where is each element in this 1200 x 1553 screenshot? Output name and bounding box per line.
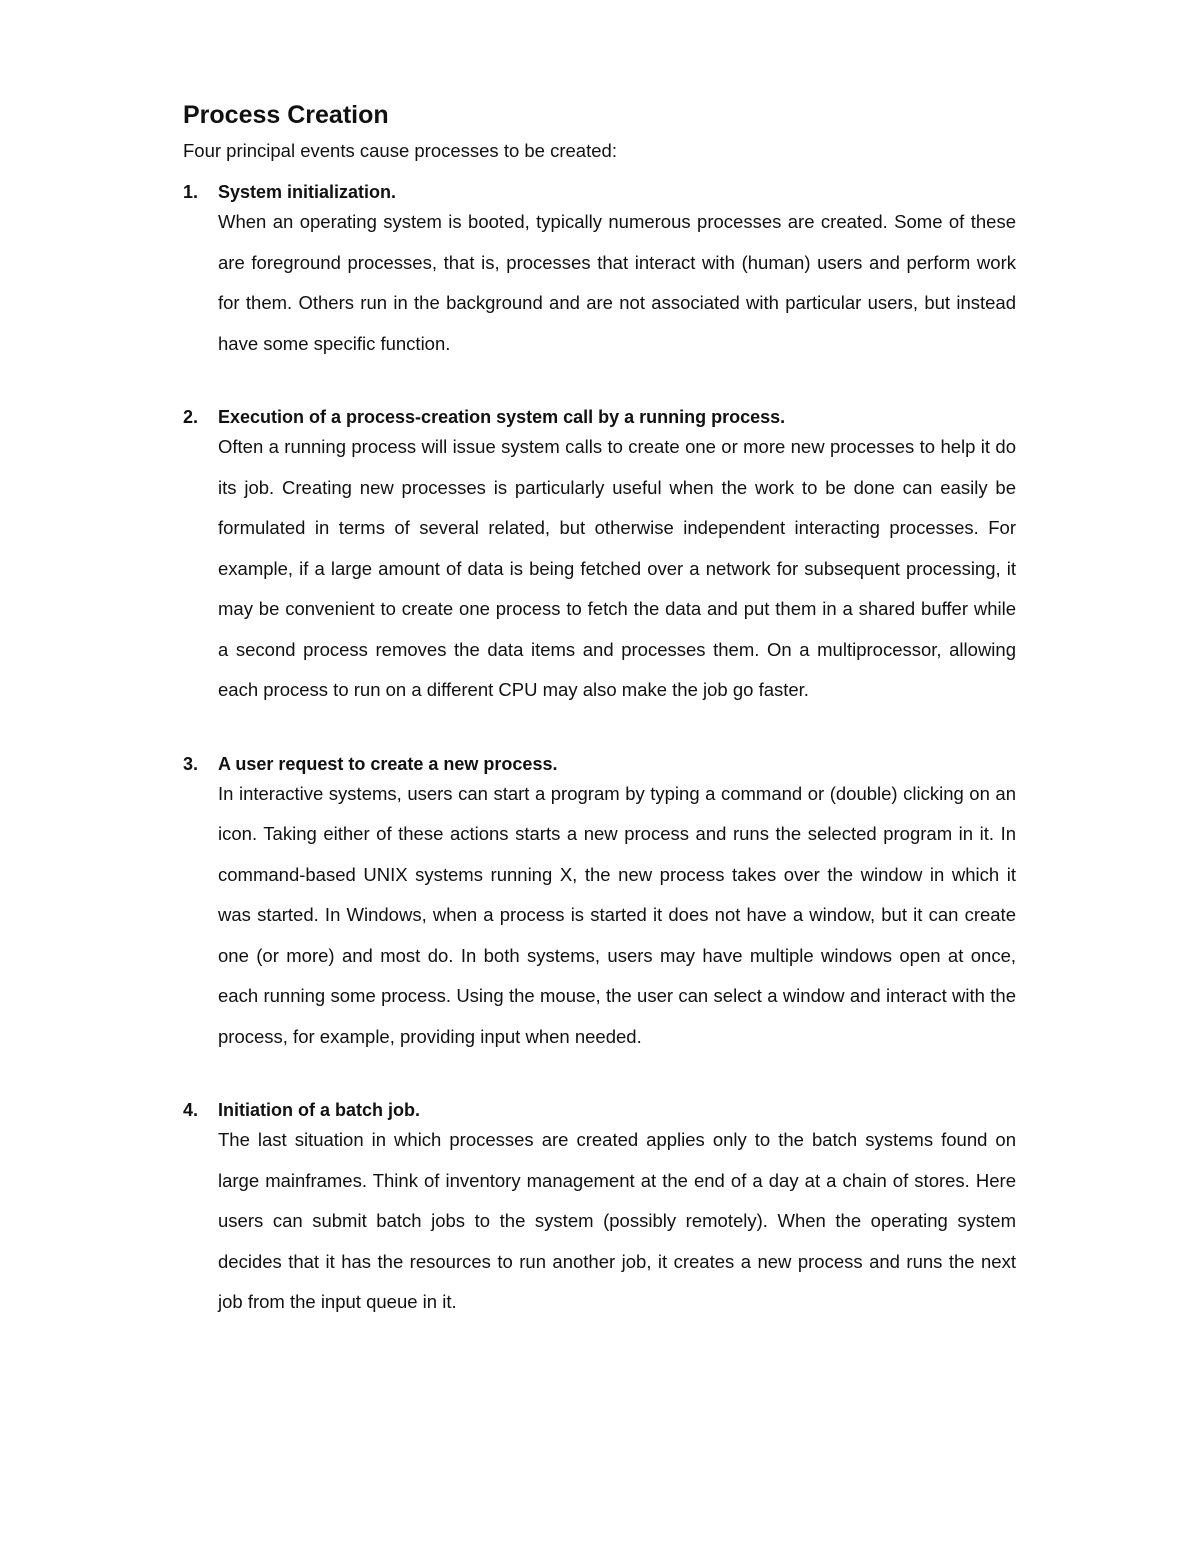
list-item-number: 2. [183,407,199,427]
list-item-number: 4. [183,1100,199,1120]
list-item [183,177,1016,364]
list-item [183,1095,1016,1323]
list-item-body: When an operating system is booted, typically numerous processes are created. Some of these are foreground processes, that is, processes that interact with (human) users and perform work for them. Others run in the background and are not associated with particular users, but instead have some specific function. [218,211,1016,354]
list-item-heading: System initialization. [218,182,397,202]
document-content [183,98,1016,1361]
list-item-heading: Execution of a process-creation system call by a running process. [218,407,786,427]
list-item [183,749,1016,1058]
list-item-heading: Initiation of a batch job. [218,1100,420,1120]
intro-paragraph: Four principal events cause processes to be created: [183,140,617,161]
list-item-body: The last situation in which processes are created applies only to the batch systems found on large mainframes. Think of inventory management at the end of a day at a chain of stores. Here users can submit batch jobs to the system (possibly remotely). When the operating system decides that it has the resources to run another job, it creates a new process and runs the next job from the input queue in it. [218,1129,1016,1312]
list-item [183,402,1016,711]
document-title: Process Creation [183,101,389,129]
list-item-body: In interactive systems, users can start a program by typing a command or (double) clicking on an icon. Taking either of these actions starts a new process and runs the selected program in it. In command-based UNIX systems running X, the new process takes over the window in which it was started. In Windows, when a process is started it does not have a window, but it can create one (or more) and most do. In both systems, users may have multiple windows open at once, each running some process. Using the mouse, the user can select a window and interact with the process, for example, providing input when needed. [218,782,1016,1047]
list-item-body: Often a running process will issue system calls to create one or more new processes to help it do its job. Creating new processes is particularly useful when the work to be done can easily be formulated in terms of several related, but otherwise independent interacting processes. For example, if a large amount of data is being fetched over a network for subsequent processing, it may be convenient to create one process to fetch the data and put them in a shared buffer while a second process removes the data items and processes them. On a multiprocessor, allowing each process to run on a different CPU may also make the job go faster. [218,436,1016,700]
list-item-number: 1. [183,182,199,202]
list-item-heading: A user request to create a new process. [218,753,558,774]
list-item-number: 3. [183,753,199,774]
event-list [183,177,1016,1323]
